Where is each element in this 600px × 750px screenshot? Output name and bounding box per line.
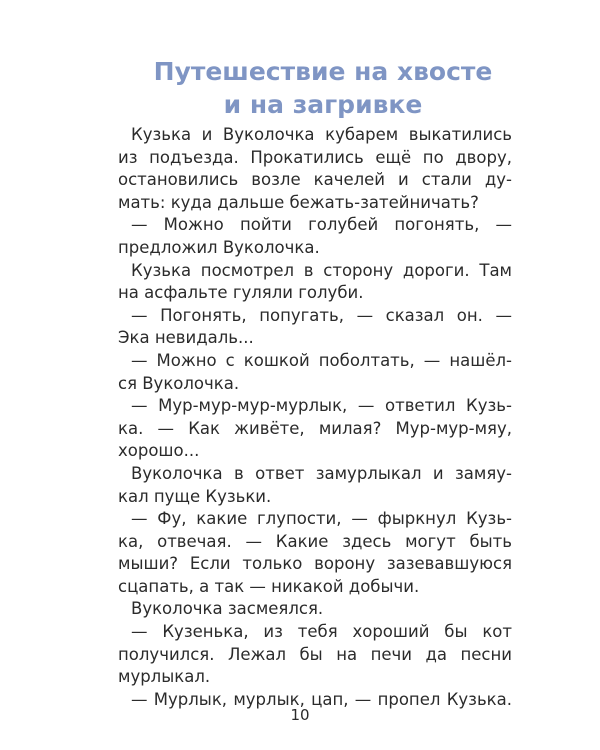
text-line: остановились возле качелей и стали ду- [118, 170, 512, 190]
text-line: — Погонять, попугать, — сказал он. — [131, 305, 512, 325]
text-line: — Мур-мур-мур-мурлык, — ответил Кузь- [131, 396, 512, 416]
text-line: получился. Лежал бы на печи да песни [118, 644, 512, 664]
text-line: — Фу, какие глупости, — фыркнул Кузь- [131, 509, 512, 529]
chapter-title [120, 55, 526, 121]
text-line: — Можно пойти голубей погонять, — [131, 215, 512, 235]
body-text [118, 124, 512, 711]
text-line: — Можно с кошкой поболтать, — нашёл- [131, 350, 512, 370]
text-line: — Кузенька, из тебя хороший бы кот [131, 622, 512, 642]
text-line: Кузька и Вуколочка кубарем выкатились [131, 125, 512, 144]
text-line: ка. — Как живёте, милая? Мур-мур-мяу, [118, 418, 512, 438]
text-line: хорошо... [118, 441, 200, 461]
text-line: Вуколочка в ответ замурлыкал и замяу- [131, 463, 512, 483]
text-line: Кузька посмотрел в сторону дороги. Там [131, 260, 512, 280]
text-line: сцапать, а так — никакой добычи. [118, 576, 420, 596]
text-line: мурлыкал. [118, 667, 211, 687]
text-line: на асфальте гуляли голуби. [118, 283, 364, 303]
chapter-title-line-2: и на загривке [223, 90, 423, 119]
text-line: из подъезда. Прокатились ещё по двору, [118, 147, 512, 167]
text-line: кал пуще Кузьки. [118, 486, 272, 506]
text-line: Вуколочка засмеялся. [131, 599, 324, 619]
text-line: Эка невидаль... [118, 328, 254, 348]
page-number: 10 [290, 706, 310, 724]
text-line: — Мурлык, мурлык, цап, — пропел Кузька. [131, 689, 512, 709]
chapter-title-line-1: Путешествие на хвосте [153, 57, 493, 86]
text-line: мать: куда дальше бежать-затейничать? [118, 192, 479, 212]
text-line: ся Вуколочка. [118, 373, 240, 393]
text-line: предложил Вуколочка. [118, 237, 320, 257]
text-line: ка, отвечая. — Какие здесь могут быть [118, 531, 512, 551]
text-line: мыши? Если только ворону зазевавшуюся [118, 554, 512, 574]
